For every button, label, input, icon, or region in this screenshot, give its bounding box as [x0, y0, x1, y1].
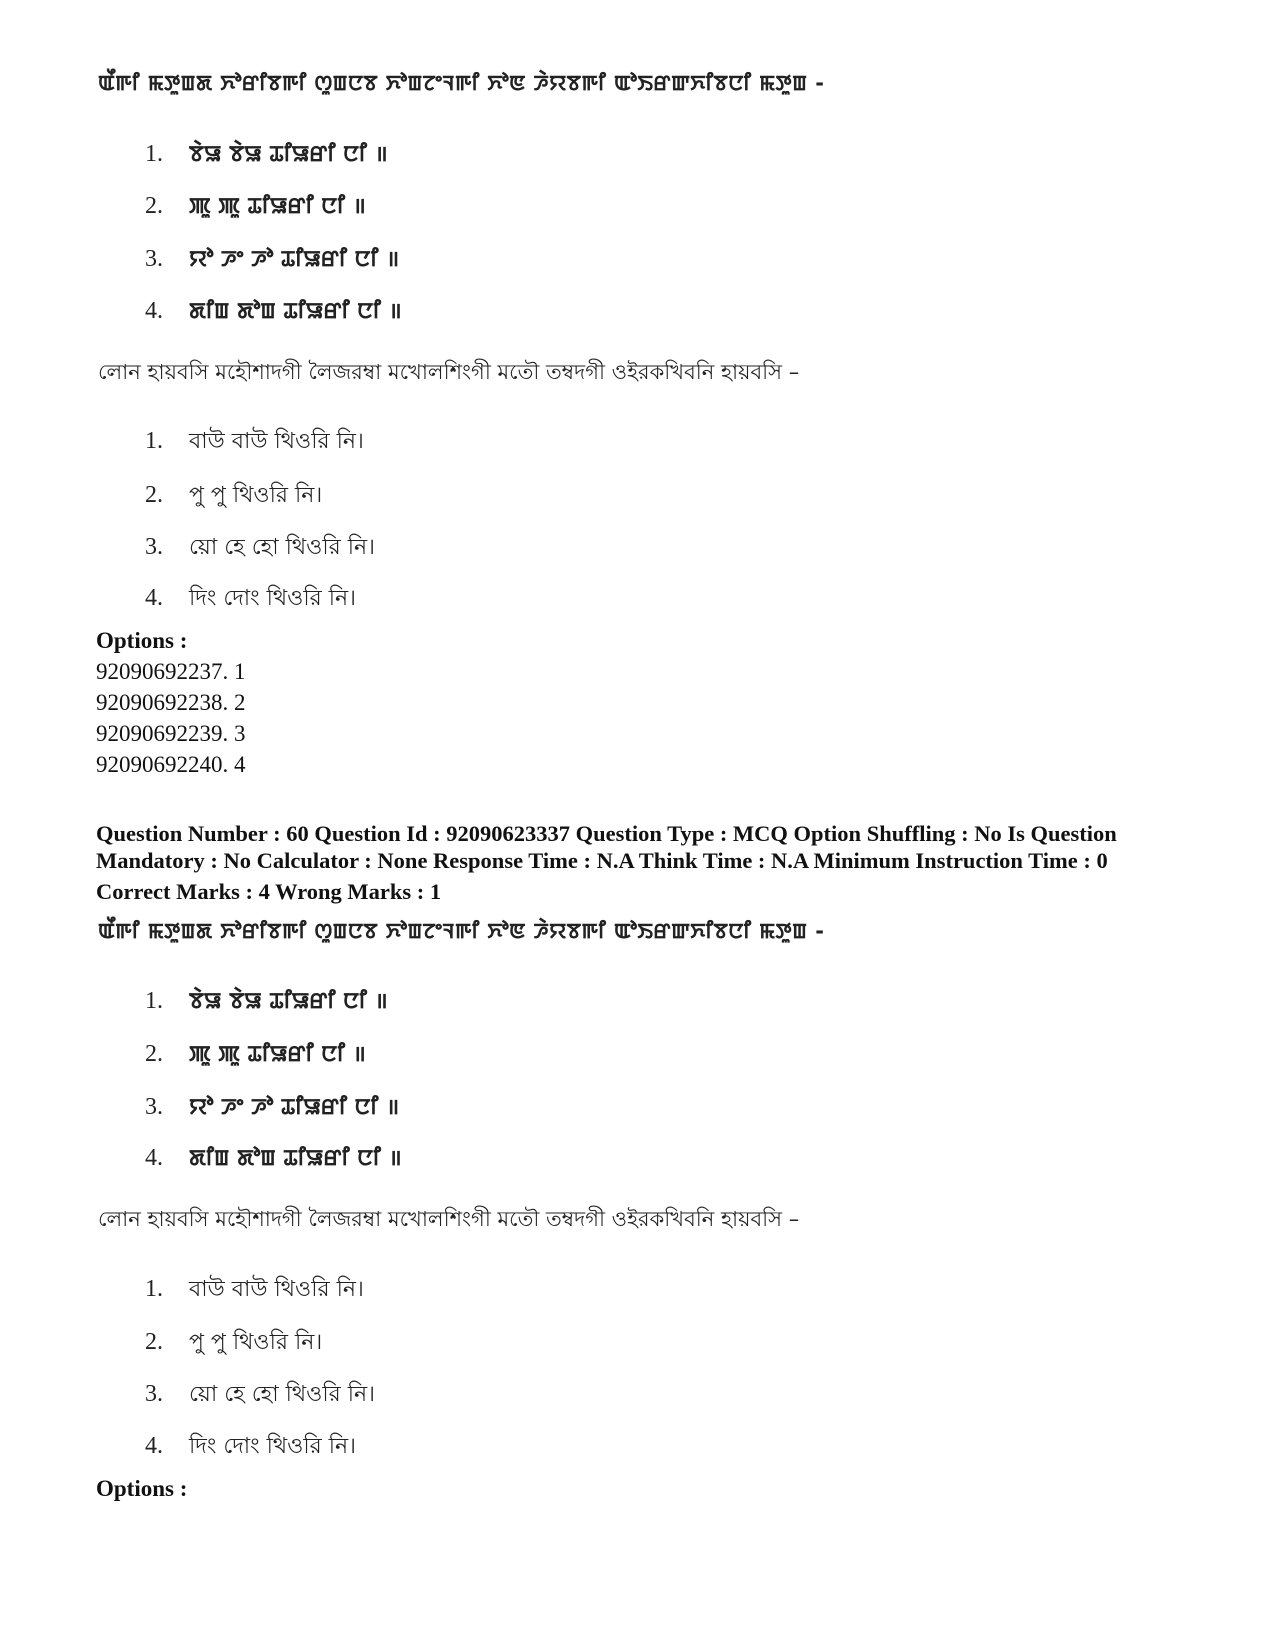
option-number: 3. [145, 246, 163, 272]
option-number: 4. [145, 585, 163, 611]
option-number: 4. [145, 1145, 163, 1171]
question-prompt-meetei: ꯑꯩꯒꯤ ꯃꯇꯨꯡꯗ ꯈꯣꯔꯤꯕꯒꯤ ꯁꯨꯡꯅꯕ ꯈꯣꯡꯖꯦꯜꯒꯤ ꯈꯣꯟ ꯍꯥꯌꯕꯒꯤ ꯑꯣꯏꯔꯛꯈꯤꯕꯅꯤ ꯃꯇꯨꯡ - [98, 919, 825, 943]
question-marks-line: Correct Marks : 4 Wrong Marks : 1 [96, 879, 442, 904]
option-text: ꯌꯣ ꯍꯦ ꯍꯣ ꯊꯤꯎꯔꯤ ꯅꯤ ॥ [189, 1095, 400, 1120]
option-number: 2. [145, 1329, 163, 1355]
options-label: Options : [96, 1476, 188, 1501]
option-text: ꯗꯤꯡ ꯗꯣꯡ ꯊꯤꯎꯔꯤ ꯅꯤ ॥ [189, 299, 402, 324]
question-prompt-bengali: লোন হায়বসি মহৌশাদগী লৈজরম্বা মখোলশিংগী মতৌ তম্বদগী ওইরকখিবনি হায়বসি – [98, 1207, 800, 1231]
option-item [145, 1377, 945, 1414]
option-number: 1. [145, 988, 163, 1014]
question-meta-line: Question Number : 60 Question Id : 92090623337 Question Type : MCQ Option Shuffling : No Is Question [96, 821, 1117, 846]
option-item [145, 295, 945, 326]
question-prompt-bengali: লোন হায়বসি মহৌশাদগী লৈজরম্বা মখোলশিংগী মতৌ তম্বদগী ওইরকখিবনি হায়বসি – [98, 360, 800, 384]
option-text: পু পু থিওরি নি। [189, 483, 323, 508]
option-number: 1. [145, 428, 163, 454]
option-item [145, 1429, 945, 1466]
option-text: ꯕꯥꯎ ꯕꯥꯎ ꯊꯤꯎꯔꯤ ꯅꯤ ॥ [189, 989, 388, 1014]
option-number: 2. [145, 482, 163, 508]
option-item [145, 1038, 945, 1069]
option-text: পু পু থিওরি নি। [189, 1330, 323, 1355]
option-text: ꯌꯣ ꯍꯦ ꯍꯣ ꯊꯤꯎꯔꯤ ꯅꯤ ॥ [189, 247, 400, 272]
option-number: 1. [145, 141, 163, 167]
option-item [145, 985, 945, 1016]
option-number: 3. [145, 1381, 163, 1407]
option-number: 4. [145, 298, 163, 324]
option-number: 1. [145, 1276, 163, 1302]
option-item [145, 530, 945, 567]
option-number: 3. [145, 1094, 163, 1120]
question-prompt-meetei: ꯑꯩꯒꯤ ꯃꯇꯨꯡꯗ ꯈꯣꯔꯤꯕꯒꯤ ꯁꯨꯡꯅꯕ ꯈꯣꯡꯖꯦꯜꯒꯤ ꯈꯣꯟ ꯍꯥꯌꯕꯒꯤ ꯑꯣꯏꯔꯛꯈꯤꯕꯅꯤ ꯃꯇꯨꯡ - [98, 71, 825, 95]
option-text: ꯄꯨ ꯄꯨ ꯊꯤꯎꯔꯤ ꯅꯤ ॥ [189, 1042, 366, 1067]
option-item [145, 581, 945, 618]
option-text: বাউ বাউ থিওরি নি। [189, 429, 364, 454]
option-number: 2. [145, 193, 163, 219]
option-text: ꯕꯥꯎ ꯕꯥꯎ ꯊꯤꯎꯔꯤ ꯅꯤ ॥ [189, 142, 388, 167]
options-label: Options : [96, 628, 188, 653]
option-item [145, 243, 945, 274]
option-number: 3. [145, 534, 163, 560]
question-meta [96, 820, 1216, 905]
option-item [145, 1142, 945, 1173]
option-text: য়ো হে হো থিওরি নি। [189, 535, 376, 560]
question-meta-line: Mandatory : No Calculator : None Response Time : N.A Think Time : N.A Minimum Instruction Time : 0 [96, 848, 1108, 873]
option-id-line: 92090692240. 4 [96, 752, 246, 777]
option-item [145, 424, 945, 461]
option-text: ꯗꯤꯡ ꯗꯣꯡ ꯊꯤꯎꯔꯤ ꯅꯤ ॥ [189, 1146, 402, 1171]
option-id-line: 92090692238. 2 [96, 690, 246, 715]
option-item [145, 190, 945, 221]
option-item [145, 1325, 945, 1362]
option-item [145, 1272, 945, 1309]
option-item [145, 478, 945, 515]
option-text: দিং দোং থিওরি নি। [189, 586, 357, 611]
option-text: দিং দোং থিওরি নি। [189, 1434, 357, 1459]
option-id-line: 92090692239. 3 [96, 721, 246, 746]
option-text: ꯄꯨ ꯄꯨ ꯊꯤꯎꯔꯤ ꯅꯤ ॥ [189, 194, 366, 219]
option-number: 4. [145, 1433, 163, 1459]
option-item [145, 138, 945, 169]
option-text: বাউ বাউ থিওরি নি। [189, 1277, 364, 1302]
option-id-line: 92090692237. 1 [96, 659, 246, 684]
option-item [145, 1091, 945, 1122]
option-text: য়ো হে হো থিওরি নি। [189, 1382, 376, 1407]
option-number: 2. [145, 1041, 163, 1067]
